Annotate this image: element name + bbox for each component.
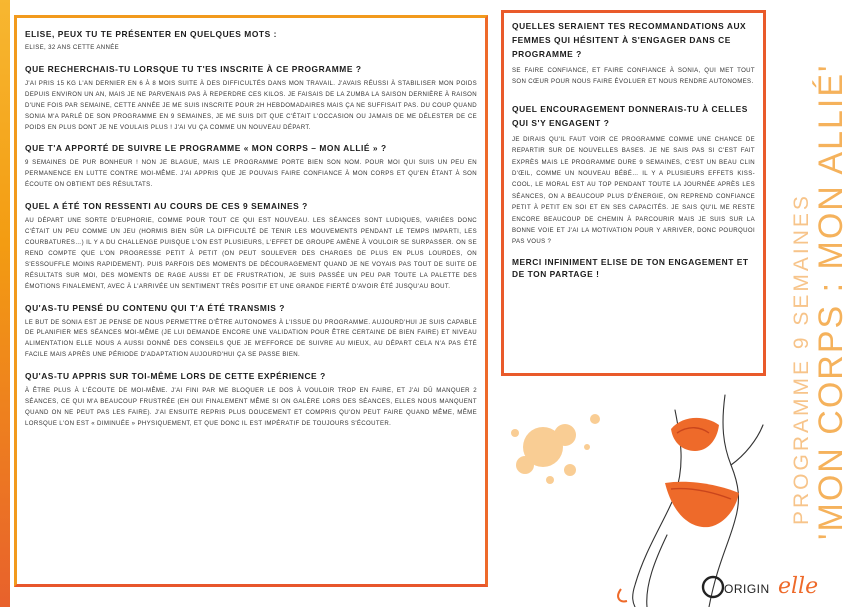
left-gradient-stripe (0, 0, 10, 607)
question-feelings: QUEL A ÉTÉ TON RESSENTI AU COURS DE CES 9 SEMAINES ? (25, 201, 308, 212)
question-self-learning: QU'AS-TU APPRIS SUR TOI-MÊME LORS DE CETTE EXPÉRIENCE ? (25, 371, 326, 382)
vertical-title-line1: Programme 9 semaines (790, 193, 813, 525)
answer-encouragement: JE DIRAIS QU'IL FAUT VOIR CE PROGRAMME COMME UNE CHANCE DE REPARTIR SUR DE NOUVELLES BASES. JE NE SAIS PAS SI C'EST FAIT EXPRÈS MAIS LE PROGRAMME DURE 9 SEMAINES, C'EST UN BEAU CLIN D'ŒIL, COMME UN NOUVEAU BÉBÉ… IL Y A PLUSIEURS EFFETS KISS-COOL, LE MORAL EST AU TOP PENDANT TOUTE LA JOURNÉE APRÈS LES SÉANCES, ON A BEAUCOUP PLUS D'ÉNERGIE, ON REPREND CONFIANCE PETIT À PETIT EN SOI ET EN SES CAPACITÉS. JE SAIS QU'IL ME RESTE ENCORE BEAUCOUP DE CHEMIN À PARCOURIR MAIS JE SUIS SUR LA BONNE VOIE ET J'AI LA MOTIVATION POUR Y ARRIVER, DONC POURQUOI PAS VOUS ? (512, 135, 755, 246)
thanks-message: MERCI INFINIMENT ELISE DE TON ENGAGEMENT ET DE TON PARTAGE ! (512, 256, 749, 279)
paint-splash (511, 414, 600, 484)
bikini-top (671, 418, 719, 451)
answer-benefits: 9 SEMAINES DE PUR BONHEUR ! NON JE BLAGUE, MAIS LE PROGRAMME PORTE BIEN SON NOM. POUR MOI QUI SUIS UN PEU EN PERMANENCE EN LUTTE CONTRE MOI-MÊME. J'AI APPRIS QUE JE POUVAIS FAIRE CONFIANCE À MON CORPS ET QU'EN ÉTANT À SON ÉCOUTE ON OBTIENT DES RÉSULTATS. (25, 159, 477, 189)
answer-content: LE BUT DE SONIA EST JE PENSE DE NOUS PERMETTRE D'ÊTRE AUTONOMES À L'ISSUE DU PROGRAMME. AUJOURD'HUI JE SUIS CAPABLE DE PLANIFIER MES SÉANCES MOI-MÊME (JE LUI DEMANDE ENCORE UNE VALIDATION POUR ÊTRE CERTAINE DE BIEN FAIRE) ET NIVEAU ALIMENTATION ELLE NOUS A AUSSI DONNÉ DES CONSEILS QUE JE M'EFFORCE DE SUIVRE AU MIEUX, AU DÉPART CELA N'A PAS ÉTÉ FACILE MAIS APRÈS UNE PÉRIODE D'ADAPTATION AUJOURD'HUI ÇA SE PASSE BIEN. (25, 318, 477, 359)
answer-self-learning: À ÊTRE PLUS À L'ÉCOUTE DE MOI-MÊME. J'AI FINI PAR ME BLOQUER LE DOS À VOULOIR TROP EN FAIRE, ET J'AI DÛ MANQUER 2 SÉANCES, CE QUI M'A BEAUCOUP FRUSTRÉE (EH OUI FINALEMENT MÊME SI ON GALÈRE LORS DES SÉANCES, ELLES NOUS MANQUENT QUAND ON NE PEUT PAS LES FAIRE). J'AI ENSUITE REPRIS PLUS DOUCEMENT ET COMPRIS QU'ON PEUT FAIRE QUAND MÊME, MÊME LORSQUE L'ON EST « DIMINUÉE » PHYSIQUEMENT, ET QUE DONC IL EST IMPÉRATIF DE TOUJOURS S'ÉCOUTER. (25, 387, 477, 427)
vertical-title-line2: 'Mon corps : mon allié' (812, 63, 850, 540)
question-intro: ELISE, PEUX TU TE PRÉSENTER EN QUELQUES MOTS : (25, 29, 277, 39)
question-encouragement: QUEL ENCOURAGEMENT DONNERAIS-TU À CELLES QUI S'Y ENGAGENT ? (512, 103, 748, 128)
question-motivation: QUE RECHERCHAIS-TU LORSQUE TU T'ES INSCRITE À CE PROGRAMME ? (25, 63, 362, 74)
interview-left-panel (14, 15, 488, 587)
question-content: QU'AS-TU PENSÉ DU CONTENU QUI T'A ÉTÉ TRANSMIS ? (25, 302, 285, 313)
vertical-program-title (780, 0, 850, 540)
logo-text-origin: Origin (724, 582, 770, 596)
answer-motivation: J'AI PRIS 15 KG L'AN DERNIER EN 6 À 8 MOIS SUITE À DES DIFFICULTÉS DANS MON TRAVAIL. J'AVAIS RÉUSSI À STABILISER MON POIDS DEPUIS ENVIRON UN AN, MAIS JE NE PARVENAIS PAS À REPERDRE CES KILOS. JE FAISAIS DE LA ZUMBA LA SAISON DERNIÈRE À RAISON D'UNE FOIS PAR SEMAINE, CETTE ANNÉE JE ME SUIS INSCRITE POUR 2H HEBDOMADAIRES MAIS ÇA NE SUFFISAIT PAS. DU COUP QUAND SONIA M'A PARLÉ DE SON PROGRAMME EN 9 SEMAINES, JE ME SUIS DIT QUE C'ÉTAIT L'OCCASION OU JAMAIS DE ME DÉLESTER DE CE POIDS EN PLUS DONT JE NE VOULAIS PLUS ! J'AI VU ÇA COMME UN NOUVEAU DÉPART. (25, 79, 477, 131)
question-recommendations: QUELLES SERAIENT TES RECOMMANDATIONS AUX FEMMES QUI HÉSITENT À S'ENGAGER DANS CE PROGRAMME ? (512, 21, 747, 59)
question-benefits: QUE T'A APPORTÉ DE SUIVRE LE PROGRAMME « MON CORPS – MON ALLIÉ » ? (25, 143, 387, 154)
answer-feelings: AU DÉPART UNE SORTE D'EUPHORIE, COMME POUR TOUT CE QUI EST NOUVEAU. LES SÉANCES SONT LUDIQUES, VARIÉES DONC C'ÉTAIT UN PEU COMME UN JEU (HORMIS BIEN SÛR LA DIFFICULTÉ DE TENIR LES MOUVEMENTS PENDANT LE TEMPS IMPARTI, LES COURBATURES…) IL Y A DU CHALLENGE PUISQUE L'ON EST PLUSIEURS, L'EFFET DE GROUPE AMÈNE À VOULOIR SE SURPASSER. ON SE REND COMPTE QUE L'ON PROGRESSE PETIT À PETIT (ON PEUT SOULEVER DES CHARGES DE PLUS EN PLUS LOURDES, ON S'ESSOUFFLE MOINS RAPIDEMENT). PUIS PARFOIS DES MOMENTS DE DÉCOURAGEMENT QUAND JE NE VOYAIS PAS TOUT DE SUITE DE RÉSULTATS SUR MOI, DES MOMENTS DE RAGE AUSSI ET DE FRUSTRATION, JE SUIS PASSÉE UN PEU PAR TOUTE LA PALETTE DES ÉMOTIONS FINALEMENT, AVEC À L'ARRIVÉE UN SENTIMENT TRÈS POSITIF ET UNE GRANDE FIERTÉ D'AVOIR ÉTÉ JUSQU'AU BOUT. (25, 217, 477, 290)
logo-text-elle: elle (778, 574, 819, 599)
originelle-logo (700, 567, 840, 603)
interview-right-panel (501, 10, 766, 376)
answer-intro: ELISE, 32 ANS CETTE ANNÉE (25, 44, 120, 51)
answer-recommendations: SE FAIRE CONFIANCE, ET FAIRE CONFIANCE À SONIA, QUI MET TOUT SON CŒUR POUR NOUS FAIRE ÉVOLUER ET NOUS RENDRE AUTONOMES. (512, 67, 755, 86)
